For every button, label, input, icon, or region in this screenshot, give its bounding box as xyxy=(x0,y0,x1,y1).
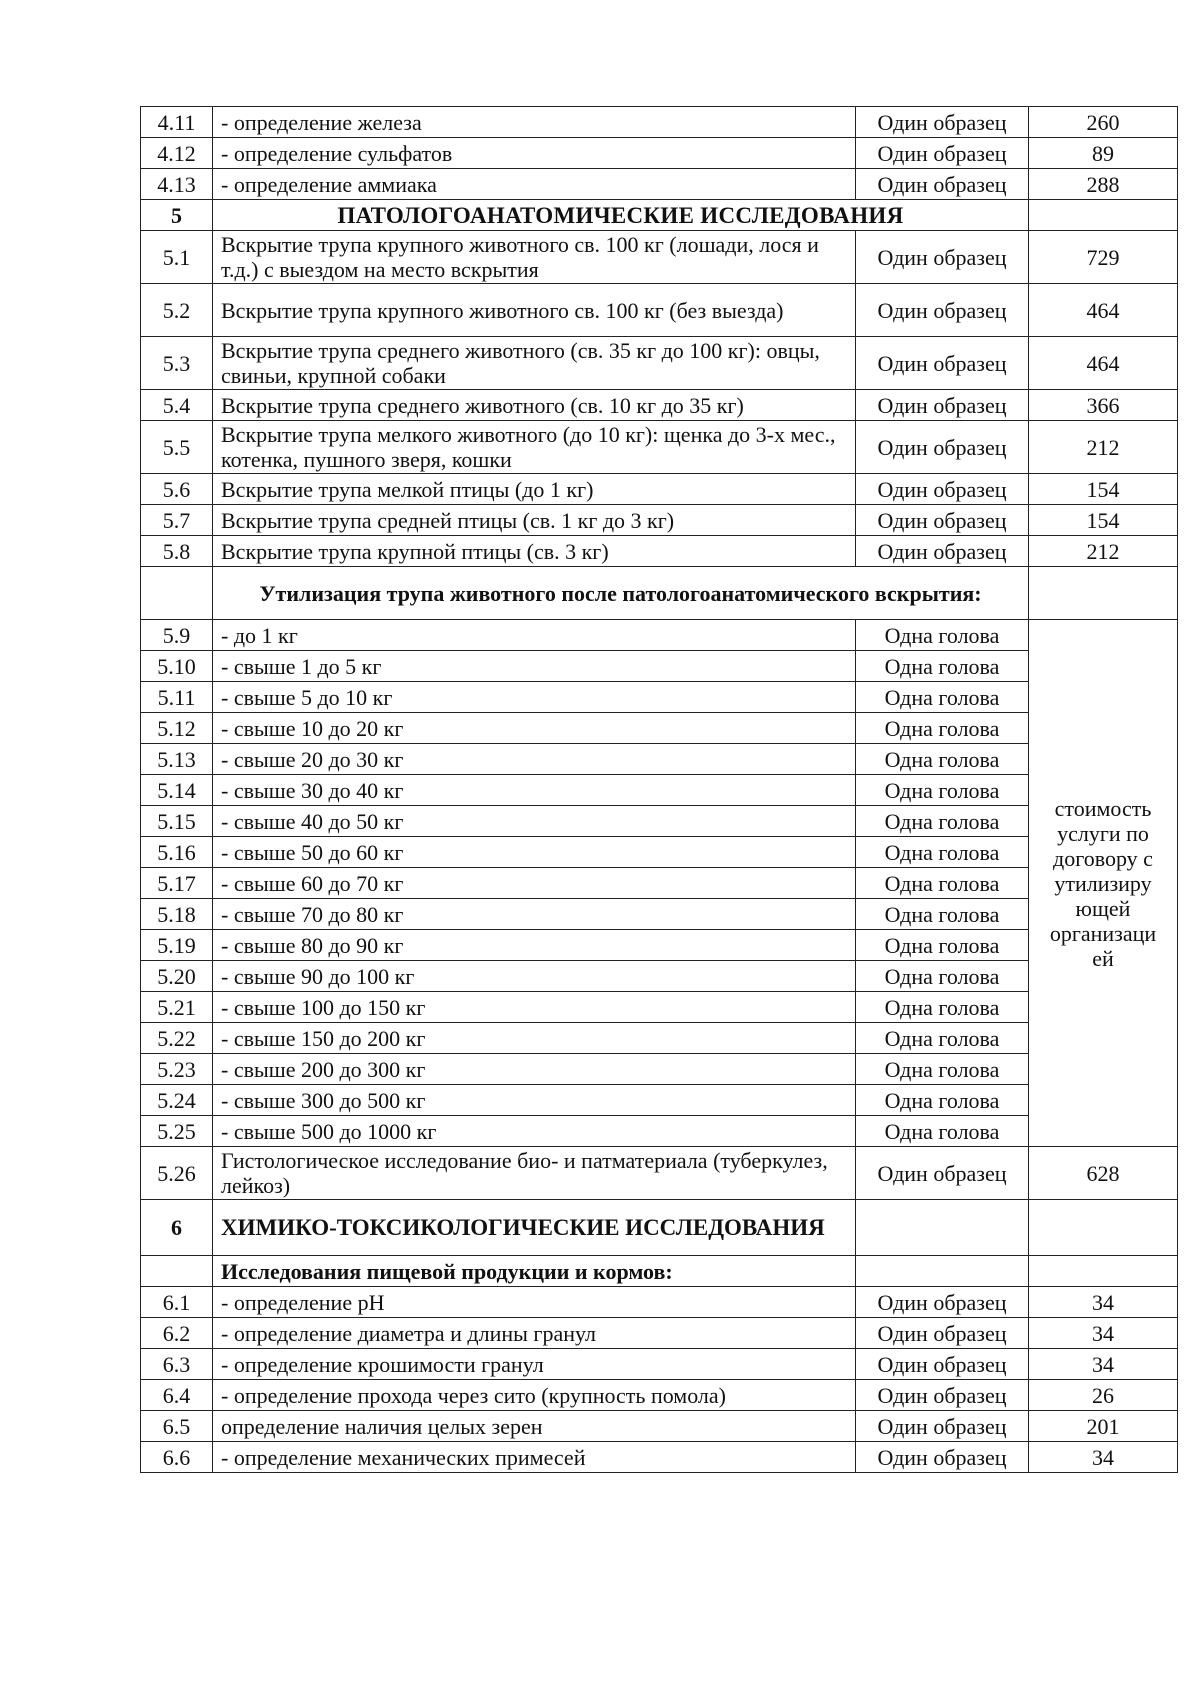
table-row xyxy=(141,390,1178,421)
empty-cell xyxy=(1029,200,1178,231)
table-row xyxy=(141,505,1178,536)
table-row xyxy=(141,620,1178,651)
row-service-name: - свыше 1 до 5 кг xyxy=(213,651,856,682)
row-service-name: Вскрытие трупа крупного животного св. 100 кг (лошади, лося и т.д.) с выездом на место вскрытия xyxy=(213,231,856,284)
row-unit: Одна голова xyxy=(856,837,1029,868)
row-unit: Один образец xyxy=(856,107,1029,138)
row-service-name: Вскрытие трупа среднего животного (св. 10 кг до 35 кг) xyxy=(213,390,856,421)
row-number: 5.20 xyxy=(141,961,213,992)
row-number: 5.7 xyxy=(141,505,213,536)
section-title: ПАТОЛОГОАНАТОМИЧЕСКИЕ ИССЛЕДОВАНИЯ xyxy=(213,200,1029,231)
row-service-name: - определение сульфатов xyxy=(213,138,856,169)
row-unit: Одна голова xyxy=(856,1085,1029,1116)
row-number: 5.26 xyxy=(141,1147,213,1200)
row-price: 34 xyxy=(1029,1442,1178,1473)
row-number: 5.13 xyxy=(141,744,213,775)
row-unit: Один образец xyxy=(856,284,1029,337)
row-number: 4.12 xyxy=(141,138,213,169)
row-unit: Одна голова xyxy=(856,620,1029,651)
row-unit: Один образец xyxy=(856,138,1029,169)
row-number: 5.4 xyxy=(141,390,213,421)
row-service-name: Вскрытие трупа мелкого животного (до 10 кг): щенка до 3-х мес., котенка, пушного зверя, кошки xyxy=(213,421,856,474)
row-number: 5.18 xyxy=(141,899,213,930)
row-unit: Один образец xyxy=(856,1318,1029,1349)
row-number: 5.16 xyxy=(141,837,213,868)
row-service-name: Вскрытие трупа крупного животного св. 100 кг (без выезда) xyxy=(213,284,856,337)
table-row xyxy=(141,775,1178,806)
table-row xyxy=(141,421,1178,474)
empty-cell xyxy=(1029,567,1178,620)
table-row xyxy=(141,1116,1178,1147)
row-price: 34 xyxy=(1029,1287,1178,1318)
row-number: 6.5 xyxy=(141,1411,213,1442)
row-unit: Один образец xyxy=(856,536,1029,567)
row-service-name: - определение железа xyxy=(213,107,856,138)
row-service-name: Вскрытие трупа средней птицы (св. 1 кг до 3 кг) xyxy=(213,505,856,536)
section-subheading: Исследования пищевой продукции и кормов: xyxy=(213,1256,856,1287)
row-unit: Одна голова xyxy=(856,961,1029,992)
section-number: 6 xyxy=(141,1200,213,1256)
row-unit: Один образец xyxy=(856,1411,1029,1442)
row-number: 6.4 xyxy=(141,1380,213,1411)
row-price: 260 xyxy=(1029,107,1178,138)
price-list-table xyxy=(140,106,1178,1473)
row-service-name: Вскрытие трупа мелкой птицы (до 1 кг) xyxy=(213,474,856,505)
table-row xyxy=(141,1054,1178,1085)
row-unit: Одна голова xyxy=(856,775,1029,806)
row-service-name: - свыше 90 до 100 кг xyxy=(213,961,856,992)
row-unit: Одна голова xyxy=(856,992,1029,1023)
row-number: 5.25 xyxy=(141,1116,213,1147)
table-row xyxy=(141,682,1178,713)
section-title: ХИМИКО-ТОКСИКОЛОГИЧЕСКИЕ ИССЛЕДОВАНИЯ xyxy=(213,1200,856,1256)
row-unit: Одна голова xyxy=(856,682,1029,713)
row-service-name: - свыше 150 до 200 кг xyxy=(213,1023,856,1054)
row-service-name: Вскрытие трупа крупной птицы (св. 3 кг) xyxy=(213,536,856,567)
row-number: 5.19 xyxy=(141,930,213,961)
row-unit: Один образец xyxy=(856,1147,1029,1200)
table-row xyxy=(141,107,1178,138)
table-row xyxy=(141,284,1178,337)
row-service-name: - определение диаметра и длины гранул xyxy=(213,1318,856,1349)
table-row xyxy=(141,1147,1178,1200)
row-price: 464 xyxy=(1029,337,1178,390)
row-price: 729 xyxy=(1029,231,1178,284)
row-price: 34 xyxy=(1029,1349,1178,1380)
row-unit: Один образец xyxy=(856,474,1029,505)
table-row xyxy=(141,961,1178,992)
row-price: 34 xyxy=(1029,1318,1178,1349)
empty-cell xyxy=(1029,1256,1178,1287)
row-number: 5.6 xyxy=(141,474,213,505)
row-price: 366 xyxy=(1029,390,1178,421)
row-price: 89 xyxy=(1029,138,1178,169)
row-service-name: - свыше 70 до 80 кг xyxy=(213,899,856,930)
row-price: 154 xyxy=(1029,505,1178,536)
table-row xyxy=(141,837,1178,868)
table-row xyxy=(141,744,1178,775)
row-number: 5.24 xyxy=(141,1085,213,1116)
row-number: 5.10 xyxy=(141,651,213,682)
row-service-name: - свыше 300 до 500 кг xyxy=(213,1085,856,1116)
empty-cell xyxy=(141,567,213,620)
row-service-name: - определение аммиака xyxy=(213,169,856,200)
table-row xyxy=(141,930,1178,961)
row-number: 5.14 xyxy=(141,775,213,806)
table-row xyxy=(141,1287,1178,1318)
row-service-name: - определение крошимости гранул xyxy=(213,1349,856,1380)
row-unit: Одна голова xyxy=(856,744,1029,775)
table-row xyxy=(141,1380,1178,1411)
row-unit: Одна голова xyxy=(856,899,1029,930)
table-row xyxy=(141,1023,1178,1054)
row-service-name: - свыше 200 до 300 кг xyxy=(213,1054,856,1085)
section-number: 5 xyxy=(141,200,213,231)
table-row xyxy=(141,1085,1178,1116)
row-service-name: - свыше 100 до 150 кг xyxy=(213,992,856,1023)
row-number: 6.6 xyxy=(141,1442,213,1473)
row-number: 6.1 xyxy=(141,1287,213,1318)
row-number: 5.22 xyxy=(141,1023,213,1054)
row-number: 5.9 xyxy=(141,620,213,651)
row-number: 6.3 xyxy=(141,1349,213,1380)
row-number: 5.2 xyxy=(141,284,213,337)
row-service-name: - свыше 60 до 70 кг xyxy=(213,868,856,899)
table-row xyxy=(141,899,1178,930)
row-service-name: - свыше 500 до 1000 кг xyxy=(213,1116,856,1147)
price-list-body xyxy=(141,107,1178,1473)
row-service-name: - свыше 5 до 10 кг xyxy=(213,682,856,713)
row-number: 5.11 xyxy=(141,682,213,713)
table-row xyxy=(141,1318,1178,1349)
row-number: 5.1 xyxy=(141,231,213,284)
row-unit: Одна голова xyxy=(856,713,1029,744)
section-6-subheading-row xyxy=(141,1256,1178,1287)
utilization-heading-row xyxy=(141,567,1178,620)
row-price: 201 xyxy=(1029,1411,1178,1442)
row-service-name: Вскрытие трупа среднего животного (св. 35 кг до 100 кг): овцы, свиньи, крупной собаки xyxy=(213,337,856,390)
row-unit: Один образец xyxy=(856,1349,1029,1380)
row-unit: Один образец xyxy=(856,337,1029,390)
table-row xyxy=(141,992,1178,1023)
table-row xyxy=(141,231,1178,284)
empty-cell xyxy=(856,1200,1029,1256)
row-price: 212 xyxy=(1029,536,1178,567)
utilization-heading: Утилизация трупа животного после патологоанатомического вскрытия: xyxy=(213,567,1029,620)
table-row xyxy=(141,713,1178,744)
row-service-name: - свыше 30 до 40 кг xyxy=(213,775,856,806)
row-number: 5.12 xyxy=(141,713,213,744)
row-unit: Один образец xyxy=(856,421,1029,474)
row-unit: Один образец xyxy=(856,1442,1029,1473)
row-price: 628 xyxy=(1029,1147,1178,1200)
row-service-name: Гистологическое исследование био- и патматериала (туберкулез, лейкоз) xyxy=(213,1147,856,1200)
row-unit: Один образец xyxy=(856,169,1029,200)
row-service-name: - свыше 50 до 60 кг xyxy=(213,837,856,868)
row-unit: Одна голова xyxy=(856,930,1029,961)
row-unit: Одна голова xyxy=(856,1023,1029,1054)
row-service-name: - свыше 40 до 50 кг xyxy=(213,806,856,837)
section-5-header xyxy=(141,200,1178,231)
table-row xyxy=(141,651,1178,682)
row-service-name: - определение механических примесей xyxy=(213,1442,856,1473)
section-6-header xyxy=(141,1200,1178,1256)
row-number: 5.3 xyxy=(141,337,213,390)
row-price: 464 xyxy=(1029,284,1178,337)
row-number: 5.15 xyxy=(141,806,213,837)
row-unit: Один образец xyxy=(856,1287,1029,1318)
row-price: 288 xyxy=(1029,169,1178,200)
row-service-name: - свыше 20 до 30 кг xyxy=(213,744,856,775)
table-row xyxy=(141,337,1178,390)
row-service-name: - свыше 80 до 90 кг xyxy=(213,930,856,961)
row-unit: Один образец xyxy=(856,505,1029,536)
row-number: 4.13 xyxy=(141,169,213,200)
row-number: 5.8 xyxy=(141,536,213,567)
table-row xyxy=(141,536,1178,567)
row-price: 212 xyxy=(1029,421,1178,474)
row-unit: Одна голова xyxy=(856,1116,1029,1147)
table-row xyxy=(141,1349,1178,1380)
utilization-price-note: стоимость услуги по договору с утилизиру ющей организаци ей xyxy=(1029,620,1178,1147)
empty-cell xyxy=(141,1256,213,1287)
empty-cell xyxy=(1029,1200,1178,1256)
row-service-name: определение наличия целых зерен xyxy=(213,1411,856,1442)
table-row xyxy=(141,1442,1178,1473)
empty-cell xyxy=(856,1256,1029,1287)
row-unit: Одна голова xyxy=(856,1054,1029,1085)
row-number: 5.21 xyxy=(141,992,213,1023)
row-unit: Один образец xyxy=(856,231,1029,284)
table-row xyxy=(141,169,1178,200)
row-number: 4.11 xyxy=(141,107,213,138)
table-row xyxy=(141,806,1178,837)
row-number: 6.2 xyxy=(141,1318,213,1349)
row-unit: Один образец xyxy=(856,390,1029,421)
row-price: 154 xyxy=(1029,474,1178,505)
row-unit: Одна голова xyxy=(856,651,1029,682)
row-unit: Один образец xyxy=(856,1380,1029,1411)
row-service-name: - до 1 кг xyxy=(213,620,856,651)
row-service-name: - определение рН xyxy=(213,1287,856,1318)
row-number: 5.23 xyxy=(141,1054,213,1085)
row-service-name: - свыше 10 до 20 кг xyxy=(213,713,856,744)
row-unit: Одна голова xyxy=(856,806,1029,837)
table-row xyxy=(141,474,1178,505)
table-row xyxy=(141,868,1178,899)
table-row xyxy=(141,1411,1178,1442)
table-row xyxy=(141,138,1178,169)
row-number: 5.17 xyxy=(141,868,213,899)
row-number: 5.5 xyxy=(141,421,213,474)
row-price: 26 xyxy=(1029,1380,1178,1411)
row-service-name: - определение прохода через сито (крупность помола) xyxy=(213,1380,856,1411)
row-unit: Одна голова xyxy=(856,868,1029,899)
